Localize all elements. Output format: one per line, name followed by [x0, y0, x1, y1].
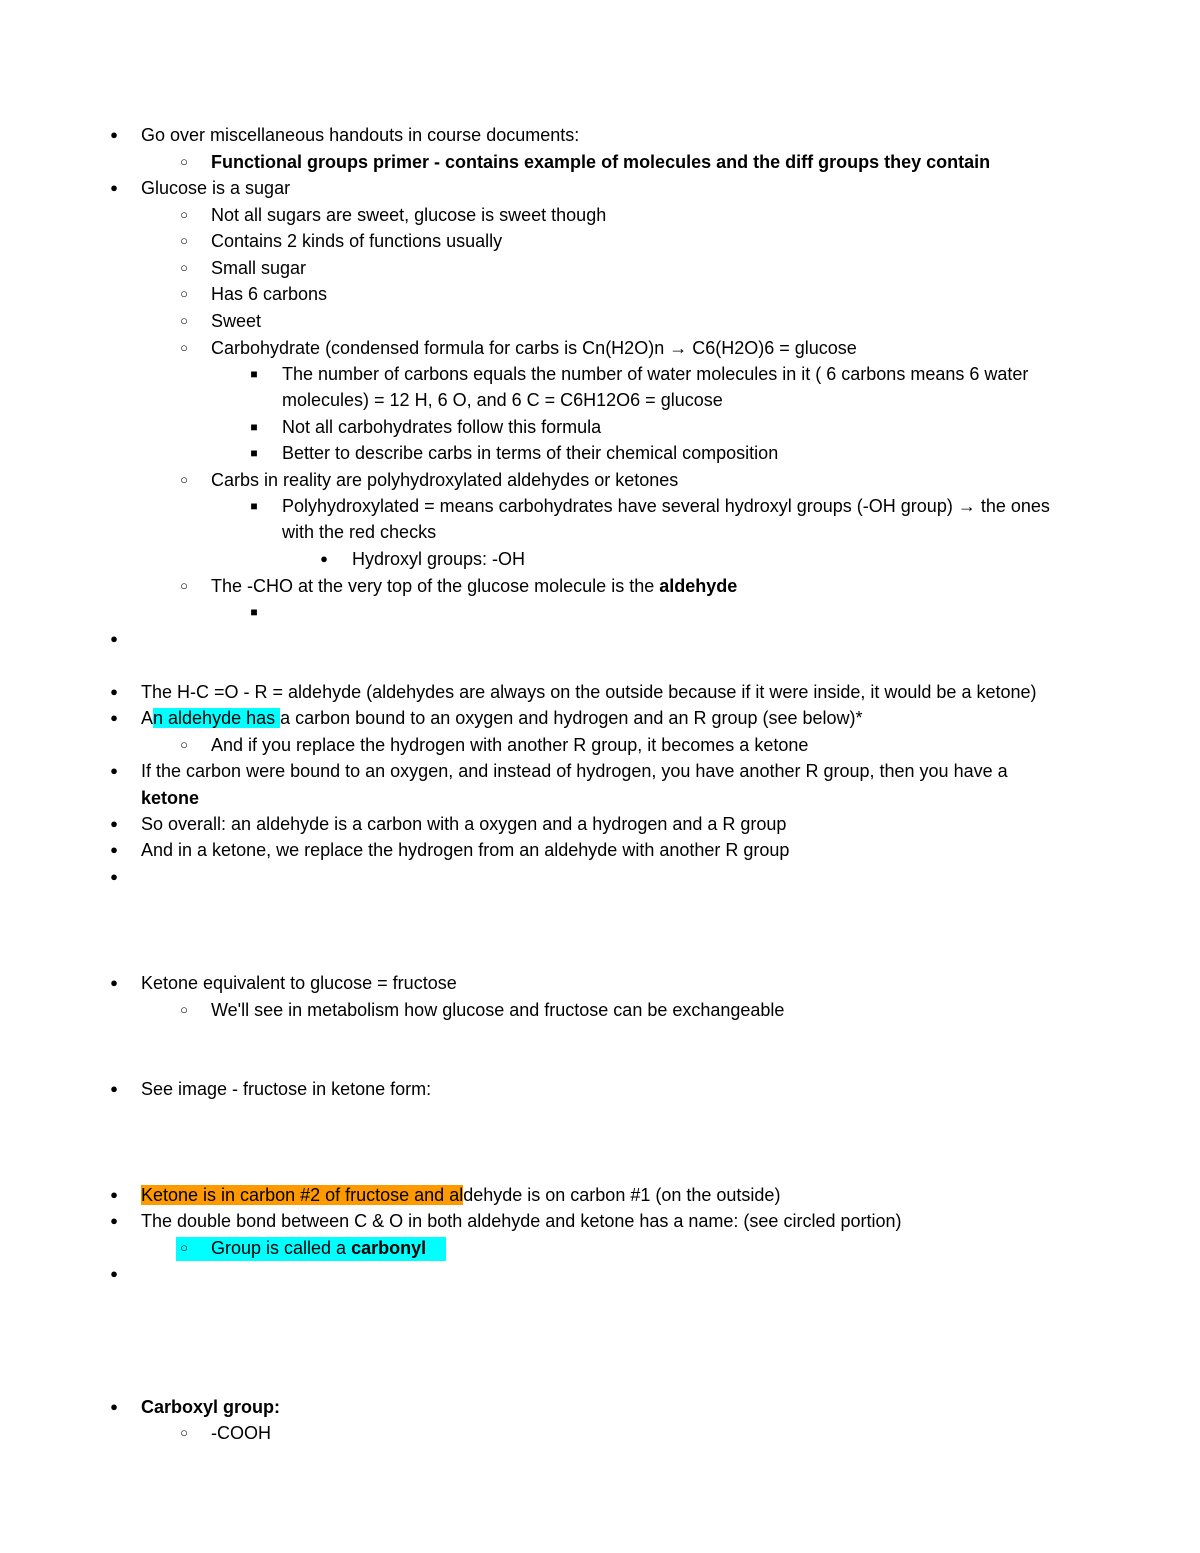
note-text: An aldehyde has a carbon bound to an oxygen and hydrogen and an R group (see below)* [141, 708, 863, 728]
bullet-icon: ● [110, 869, 118, 884]
note-text: And in a ketone, we replace the hydrogen from an aldehyde with another R group [141, 840, 790, 860]
bullet-icon: ○ [180, 233, 188, 248]
note-text: Hydroxyl groups: -OH [352, 549, 526, 569]
bullet-icon: ○ [180, 154, 188, 169]
note-text: We'll see in metabolism how glucose and fructose can be exchangeable [211, 1000, 785, 1020]
note-text: Has 6 carbons [211, 284, 328, 304]
bullet-icon: ○ [180, 578, 188, 593]
note-text: Not all carbohydrates follow this formula [282, 417, 602, 437]
note-text: Carbs in reality are polyhydroxylated aldehydes or ketones [211, 470, 679, 490]
note-text: Group is called a carbonyl [211, 1238, 427, 1258]
note-text: And if you replace the hydrogen with another R group, it becomes a ketone [211, 735, 809, 755]
bullet-icon: ■ [250, 446, 258, 460]
note-text: Carbohydrate (condensed formula for carbs is Cn(H2O)n → C6(H2O)6 = glucose [211, 338, 857, 358]
bullet-icon: ● [110, 684, 118, 699]
bullet-icon: ● [110, 1213, 118, 1228]
bullet-icon: ○ [180, 260, 188, 275]
bullet-icon: ● [110, 975, 118, 990]
bullet-icon: ● [320, 551, 328, 566]
note-text: Functional groups primer - contains example of molecules and the diff groups they contain [211, 152, 991, 172]
note-text: The -CHO at the very top of the glucose molecule is the aldehyde [211, 576, 738, 596]
bullet-icon: ● [110, 180, 118, 195]
note-text: Glucose is a sugar [141, 178, 291, 198]
note-text: Carboxyl group: [141, 1397, 281, 1417]
bullet-icon: ○ [180, 340, 188, 355]
bullet-icon: ○ [180, 313, 188, 328]
bullet-icon: ○ [180, 1002, 188, 1017]
bullet-icon: ○ [180, 737, 188, 752]
note-text: See image - fructose in ketone form: [141, 1079, 432, 1099]
note-text: ketone [141, 788, 200, 808]
bullet-icon: ○ [180, 472, 188, 487]
bullet-icon: ● [110, 1081, 118, 1096]
note-text: So overall: an aldehyde is a carbon with a oxygen and a hydrogen and a R group [141, 814, 787, 834]
note-text: Better to describe carbs in terms of their chemical composition [282, 443, 779, 463]
note-text: Ketone equivalent to glucose = fructose [141, 973, 457, 993]
bullet-icon: ■ [250, 605, 258, 619]
bullet-icon: ● [110, 842, 118, 857]
note-text: Sweet [211, 311, 262, 331]
bullet-icon: ○ [180, 1240, 188, 1255]
bullet-icon: ● [110, 1187, 118, 1202]
highlighted-text: n aldehyde has [153, 708, 281, 728]
bullet-icon: ● [110, 127, 118, 142]
bullet-icon: ■ [250, 367, 258, 381]
note-text: The double bond between C & O in both aldehyde and ketone has a name: (see circled portion) [141, 1211, 902, 1231]
note-text: Small sugar [211, 258, 307, 278]
note-text: with the red checks [282, 522, 437, 542]
bullet-icon: ● [110, 631, 118, 646]
note-text: molecules) = 12 H, 6 O, and 6 C = C6H12O6 = glucose [282, 390, 723, 410]
bullet-icon: ● [110, 1266, 118, 1281]
note-text: The H-C =O - R = aldehyde (aldehydes are always on the outside because if it were inside, it would be a ketone) [141, 682, 1037, 702]
note-text: The number of carbons equals the number of water molecules in it ( 6 carbons means 6 water [282, 364, 1029, 384]
note-text: Ketone is in carbon #2 of fructose and aldehyde is on carbon #1 (on the outside) [141, 1185, 781, 1205]
note-text: Contains 2 kinds of functions usually [211, 231, 503, 251]
note-text: If the carbon were bound to an oxygen, and instead of hydrogen, you have another R group, then you have a [141, 761, 1008, 781]
bullet-icon: ■ [250, 499, 258, 513]
bullet-icon: ○ [180, 207, 188, 222]
bullet-icon: ● [110, 816, 118, 831]
bullet-icon: ● [110, 1399, 118, 1414]
bullet-icon: ○ [180, 286, 188, 301]
highlighted-text: Ketone is in carbon #2 of fructose and al [141, 1185, 464, 1205]
bullet-icon: ■ [250, 420, 258, 434]
note-text: -COOH [211, 1423, 271, 1443]
bullet-icon: ● [110, 763, 118, 778]
note-text: Polyhydroxylated = means carbohydrates have several hydroxyl groups (-OH group) → the ones [282, 496, 1050, 516]
bullet-icon: ● [110, 710, 118, 725]
bullet-icon: ○ [180, 1425, 188, 1440]
note-text: Go over miscellaneous handouts in course documents: [141, 125, 580, 145]
note-text: Not all sugars are sweet, glucose is sweet though [211, 205, 607, 225]
